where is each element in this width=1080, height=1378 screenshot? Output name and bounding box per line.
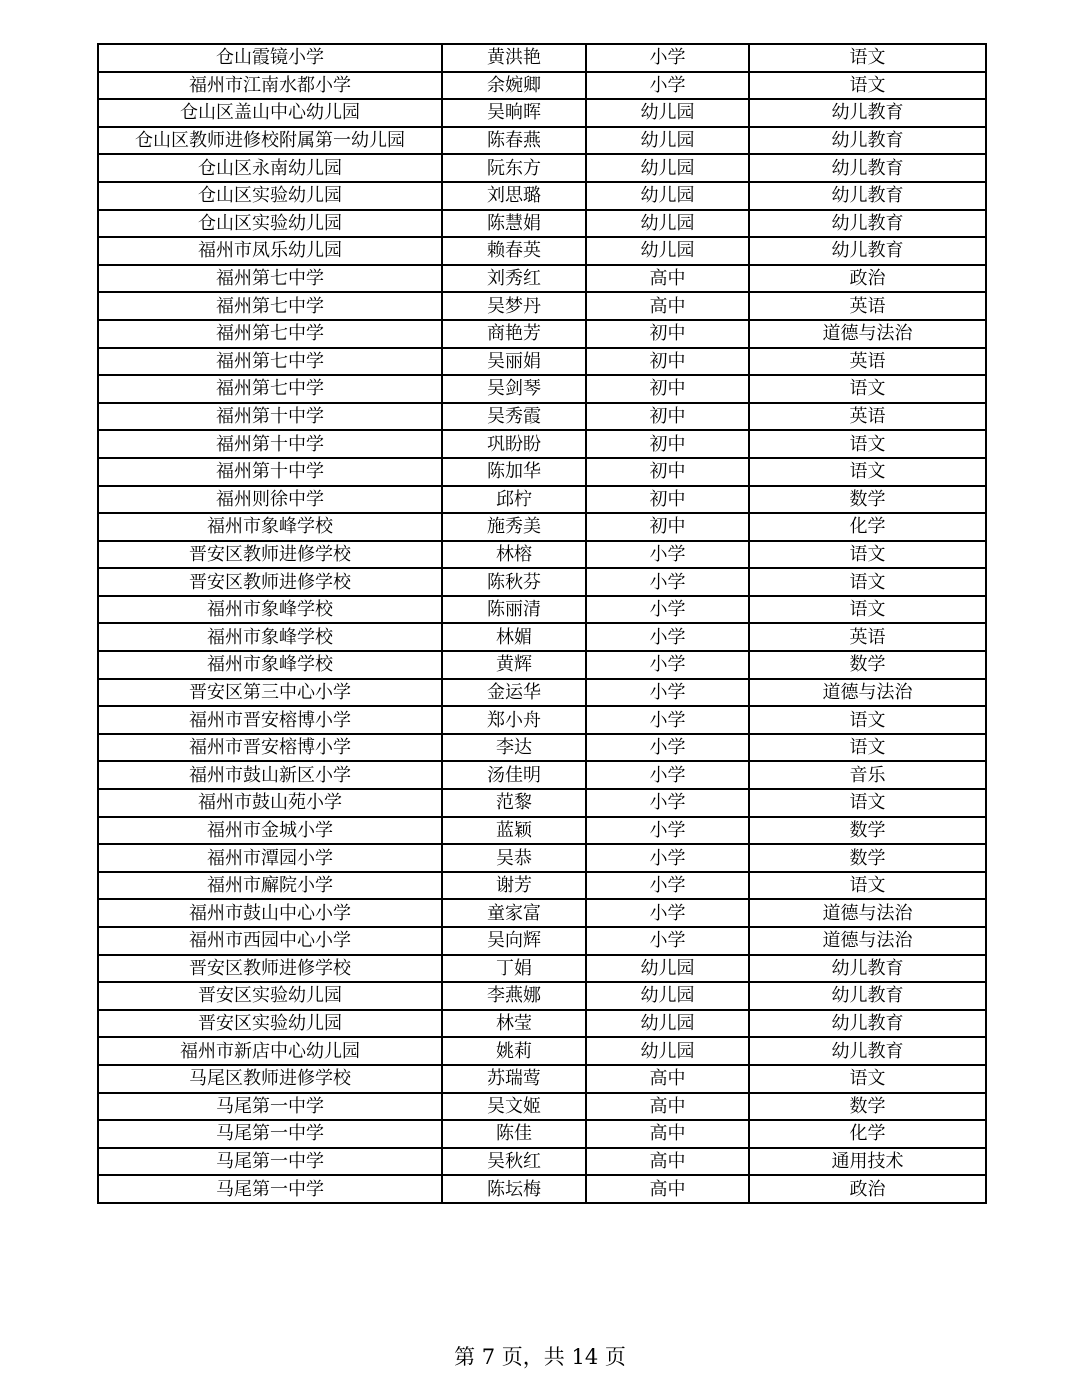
level-cell: 小学 [586, 623, 749, 651]
subject-cell: 道德与法治 [749, 679, 986, 707]
table-row [98, 844, 986, 872]
level-cell: 幼儿园 [586, 237, 749, 265]
subject-cell: 数学 [749, 486, 986, 514]
subject-cell: 政治 [749, 265, 986, 293]
school-cell: 福州第十中学 [98, 430, 442, 458]
table-row [98, 403, 986, 431]
name-cell: 黄洪艳 [442, 44, 586, 72]
subject-cell: 语文 [749, 568, 986, 596]
school-cell: 福州第七中学 [98, 320, 442, 348]
name-cell: 陈秋芬 [442, 568, 586, 596]
school-cell: 福州市晋安榕博小学 [98, 734, 442, 762]
level-cell: 初中 [586, 320, 749, 348]
subject-cell: 语文 [749, 72, 986, 100]
subject-cell: 英语 [749, 348, 986, 376]
table-row [98, 182, 986, 210]
table-row [98, 817, 986, 845]
level-cell: 小学 [586, 541, 749, 569]
level-cell: 小学 [586, 872, 749, 900]
name-cell: 刘秀红 [442, 265, 586, 293]
name-cell: 陈慧娟 [442, 210, 586, 238]
name-cell: 吴秋红 [442, 1148, 586, 1176]
subject-cell: 语文 [749, 706, 986, 734]
table-row [98, 430, 986, 458]
table-row [98, 872, 986, 900]
level-cell: 幼儿园 [586, 182, 749, 210]
table-row [98, 154, 986, 182]
school-cell: 福州第七中学 [98, 265, 442, 293]
table-row [98, 1148, 986, 1176]
subject-cell: 数学 [749, 844, 986, 872]
school-cell: 福州第七中学 [98, 375, 442, 403]
school-cell: 福州市鼓山中心小学 [98, 899, 442, 927]
school-cell: 福州市新店中心幼儿园 [98, 1037, 442, 1065]
name-cell: 范黎 [442, 789, 586, 817]
level-cell: 高中 [586, 292, 749, 320]
subject-cell: 政治 [749, 1175, 986, 1203]
table-row [98, 761, 986, 789]
table-body [98, 44, 986, 1203]
level-cell: 小学 [586, 817, 749, 845]
school-cell: 马尾第一中学 [98, 1175, 442, 1203]
table-row [98, 265, 986, 293]
level-cell: 高中 [586, 1093, 749, 1121]
table-row [98, 458, 986, 486]
school-cell: 福州市象峰学校 [98, 623, 442, 651]
name-cell: 吴恭 [442, 844, 586, 872]
subject-cell: 幼儿教育 [749, 982, 986, 1010]
subject-cell: 化学 [749, 513, 986, 541]
level-cell: 小学 [586, 596, 749, 624]
table-row [98, 292, 986, 320]
name-cell: 吴丽娟 [442, 348, 586, 376]
school-cell: 仓山霞镜小学 [98, 44, 442, 72]
level-cell: 小学 [586, 761, 749, 789]
school-cell: 福州市潭园小学 [98, 844, 442, 872]
name-cell: 林莹 [442, 1010, 586, 1038]
subject-cell: 幼儿教育 [749, 182, 986, 210]
name-cell: 商艳芳 [442, 320, 586, 348]
table-row [98, 486, 986, 514]
subject-cell: 道德与法治 [749, 899, 986, 927]
school-cell: 马尾第一中学 [98, 1093, 442, 1121]
table-row [98, 623, 986, 651]
subject-cell: 数学 [749, 1093, 986, 1121]
subject-cell: 化学 [749, 1120, 986, 1148]
table-row [98, 734, 986, 762]
level-cell: 高中 [586, 265, 749, 293]
level-cell: 初中 [586, 513, 749, 541]
level-cell: 初中 [586, 403, 749, 431]
subject-cell: 语文 [749, 541, 986, 569]
name-cell: 丁娟 [442, 955, 586, 983]
level-cell: 幼儿园 [586, 154, 749, 182]
table-row [98, 1065, 986, 1093]
subject-cell: 英语 [749, 292, 986, 320]
subject-cell: 幼儿教育 [749, 955, 986, 983]
name-cell: 苏瑞莺 [442, 1065, 586, 1093]
school-cell: 福州市廨院小学 [98, 872, 442, 900]
subject-cell: 幼儿教育 [749, 127, 986, 155]
table-row [98, 320, 986, 348]
school-cell: 仓山区实验幼儿园 [98, 210, 442, 238]
subject-cell: 幼儿教育 [749, 154, 986, 182]
level-cell: 高中 [586, 1120, 749, 1148]
school-cell: 晋安区实验幼儿园 [98, 1010, 442, 1038]
level-cell: 小学 [586, 927, 749, 955]
subject-cell: 数学 [749, 817, 986, 845]
school-cell: 福州市象峰学校 [98, 513, 442, 541]
name-cell: 吴剑琴 [442, 375, 586, 403]
table-row [98, 982, 986, 1010]
subject-cell: 语文 [749, 596, 986, 624]
level-cell: 小学 [586, 44, 749, 72]
subject-cell: 道德与法治 [749, 927, 986, 955]
level-cell: 幼儿园 [586, 1010, 749, 1038]
table-row [98, 44, 986, 72]
name-cell: 阮东方 [442, 154, 586, 182]
name-cell: 林榕 [442, 541, 586, 569]
subject-cell: 幼儿教育 [749, 99, 986, 127]
name-cell: 谢芳 [442, 872, 586, 900]
level-cell: 小学 [586, 651, 749, 679]
school-cell: 福州第十中学 [98, 403, 442, 431]
table-row [98, 568, 986, 596]
school-cell: 福州第七中学 [98, 292, 442, 320]
subject-cell: 语文 [749, 430, 986, 458]
table-row [98, 237, 986, 265]
subject-cell: 语文 [749, 375, 986, 403]
school-cell: 仓山区教师进修校附属第一幼儿园 [98, 127, 442, 155]
level-cell: 幼儿园 [586, 127, 749, 155]
level-cell: 初中 [586, 348, 749, 376]
school-cell: 马尾区教师进修学校 [98, 1065, 442, 1093]
subject-cell: 语文 [749, 872, 986, 900]
teacher-list-table [97, 43, 987, 1204]
table-row [98, 127, 986, 155]
level-cell: 小学 [586, 679, 749, 707]
table-row [98, 706, 986, 734]
level-cell: 幼儿园 [586, 982, 749, 1010]
subject-cell: 语文 [749, 734, 986, 762]
name-cell: 刘思璐 [442, 182, 586, 210]
table-row [98, 1010, 986, 1038]
level-cell: 小学 [586, 844, 749, 872]
school-cell: 马尾第一中学 [98, 1120, 442, 1148]
name-cell: 陈坛梅 [442, 1175, 586, 1203]
page-number-footer: 第 7 页，共 14 页 [454, 1345, 626, 1369]
name-cell: 赖春英 [442, 237, 586, 265]
level-cell: 小学 [586, 789, 749, 817]
name-cell: 李达 [442, 734, 586, 762]
level-cell: 幼儿园 [586, 955, 749, 983]
name-cell: 黄辉 [442, 651, 586, 679]
name-cell: 施秀美 [442, 513, 586, 541]
name-cell: 李燕娜 [442, 982, 586, 1010]
subject-cell: 英语 [749, 403, 986, 431]
name-cell: 陈佳 [442, 1120, 586, 1148]
school-cell: 晋安区教师进修学校 [98, 541, 442, 569]
level-cell: 小学 [586, 706, 749, 734]
subject-cell: 道德与法治 [749, 320, 986, 348]
subject-cell: 通用技术 [749, 1148, 986, 1176]
name-cell: 巩盼盼 [442, 430, 586, 458]
table-row [98, 651, 986, 679]
name-cell: 吴文姬 [442, 1093, 586, 1121]
school-cell: 福州市鼓山新区小学 [98, 761, 442, 789]
name-cell: 童家富 [442, 899, 586, 927]
name-cell: 吴晌晖 [442, 99, 586, 127]
school-cell: 福州市象峰学校 [98, 651, 442, 679]
name-cell: 陈春燕 [442, 127, 586, 155]
school-cell: 马尾第一中学 [98, 1148, 442, 1176]
name-cell: 林媚 [442, 623, 586, 651]
name-cell: 吴秀霞 [442, 403, 586, 431]
subject-cell: 数学 [749, 651, 986, 679]
level-cell: 高中 [586, 1148, 749, 1176]
name-cell: 金运华 [442, 679, 586, 707]
school-cell: 福州市鼓山苑小学 [98, 789, 442, 817]
subject-cell: 语文 [749, 789, 986, 817]
level-cell: 小学 [586, 899, 749, 927]
table-row [98, 955, 986, 983]
name-cell: 汤佳明 [442, 761, 586, 789]
school-cell: 福州市金城小学 [98, 817, 442, 845]
subject-cell: 英语 [749, 623, 986, 651]
subject-cell: 幼儿教育 [749, 210, 986, 238]
subject-cell: 语文 [749, 1065, 986, 1093]
school-cell: 福州市晋安榕博小学 [98, 706, 442, 734]
table-row [98, 596, 986, 624]
table-row [98, 513, 986, 541]
name-cell: 陈加华 [442, 458, 586, 486]
name-cell: 吴梦丹 [442, 292, 586, 320]
table-row [98, 541, 986, 569]
subject-cell: 幼儿教育 [749, 1010, 986, 1038]
school-cell: 晋安区教师进修学校 [98, 955, 442, 983]
table-row [98, 1093, 986, 1121]
name-cell: 吴向辉 [442, 927, 586, 955]
school-cell: 福州市江南水都小学 [98, 72, 442, 100]
table-row [98, 789, 986, 817]
school-cell: 福州第十中学 [98, 458, 442, 486]
school-cell: 晋安区实验幼儿园 [98, 982, 442, 1010]
level-cell: 高中 [586, 1175, 749, 1203]
level-cell: 小学 [586, 734, 749, 762]
level-cell: 初中 [586, 458, 749, 486]
name-cell: 余婉卿 [442, 72, 586, 100]
name-cell: 陈丽清 [442, 596, 586, 624]
school-cell: 福州第七中学 [98, 348, 442, 376]
subject-cell: 幼儿教育 [749, 237, 986, 265]
name-cell: 郑小舟 [442, 706, 586, 734]
name-cell: 邱柠 [442, 486, 586, 514]
school-cell: 晋安区教师进修学校 [98, 568, 442, 596]
name-cell: 姚莉 [442, 1037, 586, 1065]
subject-cell: 语文 [749, 458, 986, 486]
level-cell: 幼儿园 [586, 210, 749, 238]
table-row [98, 99, 986, 127]
subject-cell: 语文 [749, 44, 986, 72]
table-row [98, 679, 986, 707]
school-cell: 仓山区盖山中心幼儿园 [98, 99, 442, 127]
subject-cell: 音乐 [749, 761, 986, 789]
level-cell: 幼儿园 [586, 99, 749, 127]
level-cell: 高中 [586, 1065, 749, 1093]
school-cell: 福州市凤乐幼儿园 [98, 237, 442, 265]
table-row [98, 1120, 986, 1148]
table-row [98, 1175, 986, 1203]
school-cell: 晋安区第三中心小学 [98, 679, 442, 707]
table-row [98, 375, 986, 403]
level-cell: 初中 [586, 486, 749, 514]
level-cell: 初中 [586, 430, 749, 458]
level-cell: 初中 [586, 375, 749, 403]
table-row [98, 1037, 986, 1065]
table-row [98, 210, 986, 238]
level-cell: 小学 [586, 72, 749, 100]
level-cell: 幼儿园 [586, 1037, 749, 1065]
table-row [98, 899, 986, 927]
table-row [98, 348, 986, 376]
level-cell: 小学 [586, 568, 749, 596]
school-cell: 仓山区永南幼儿园 [98, 154, 442, 182]
school-cell: 福州则徐中学 [98, 486, 442, 514]
name-cell: 蓝颖 [442, 817, 586, 845]
table-row [98, 72, 986, 100]
school-cell: 福州市西园中心小学 [98, 927, 442, 955]
table-row [98, 927, 986, 955]
school-cell: 福州市象峰学校 [98, 596, 442, 624]
subject-cell: 幼儿教育 [749, 1037, 986, 1065]
school-cell: 仓山区实验幼儿园 [98, 182, 442, 210]
